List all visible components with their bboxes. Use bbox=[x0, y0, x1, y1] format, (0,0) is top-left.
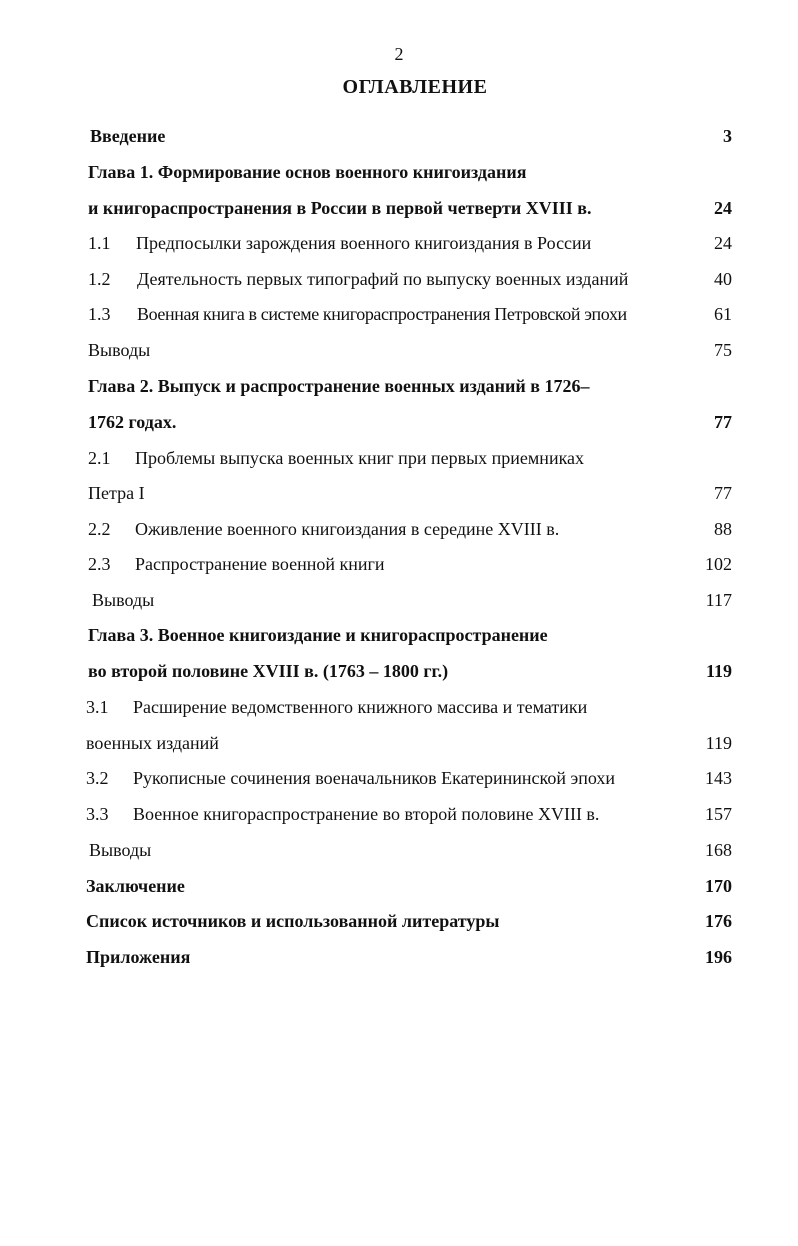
toc-entry-number: 2.1 bbox=[88, 448, 111, 468]
toc-entry-section-3-3[interactable] bbox=[0, 800, 798, 828]
toc-entry-text: Заключение bbox=[86, 876, 185, 896]
toc-entry-section-2-1-line-1[interactable] bbox=[0, 444, 798, 472]
toc-entry-conclusions-1[interactable] bbox=[0, 336, 798, 364]
toc-entry-chapter-2-line-1[interactable] bbox=[0, 372, 798, 400]
toc-entry-text: Выводы bbox=[89, 840, 152, 860]
toc-entry-section-1-2[interactable] bbox=[0, 265, 798, 293]
toc-entry-page: 170 bbox=[705, 876, 732, 896]
toc-entry-chapter-1-line-2[interactable] bbox=[0, 194, 798, 222]
toc-entry-page: 102 bbox=[705, 554, 732, 574]
toc-entry-section-3-1-line-2[interactable] bbox=[0, 729, 798, 757]
toc-entry-text: Список источников и использованной литературы bbox=[86, 911, 500, 931]
toc-entry-section-2-2[interactable] bbox=[0, 515, 798, 543]
toc-entry-page: 157 bbox=[705, 804, 732, 824]
toc-entry-number: 1.3 bbox=[88, 304, 111, 324]
toc-entry-section-2-1-line-2[interactable] bbox=[0, 479, 798, 507]
toc-entry-text: Деятельность первых типографий по выпуску военных изданий bbox=[137, 269, 629, 289]
toc-entry-page: 77 bbox=[714, 412, 732, 432]
toc-entry-appendices[interactable] bbox=[0, 943, 798, 971]
toc-entry-text: Глава 2. Выпуск и распространение военных изданий в 1726– bbox=[88, 376, 590, 396]
toc-entry-number: 2.2 bbox=[88, 519, 111, 539]
toc-entry-text: Введение bbox=[90, 126, 166, 146]
toc-entry-text: Военная книга в системе книгораспространения Петровской эпохи bbox=[137, 304, 627, 324]
page-number: 2 bbox=[394, 44, 404, 64]
toc-entry-text: Военное книгораспространение во второй половине XVIII в. bbox=[133, 804, 600, 824]
toc-entry-conclusions-3[interactable] bbox=[0, 836, 798, 864]
toc-entry-text: Выводы bbox=[88, 340, 151, 360]
toc-entry-text: Оживление военного книгоиздания в середине XVIII в. bbox=[135, 519, 560, 539]
toc-entry-text: Проблемы выпуска военных книг при первых приемниках bbox=[135, 448, 585, 468]
page-title: ОГЛАВЛЕНИЕ bbox=[342, 76, 488, 98]
toc-entry-text: Выводы bbox=[92, 590, 155, 610]
toc-entry-page: 61 bbox=[714, 304, 732, 324]
toc-entry-number: 3.1 bbox=[86, 697, 109, 717]
toc-entry-number: 2.3 bbox=[88, 554, 111, 574]
toc-entry-text: Глава 1. Формирование основ военного книгоиздания bbox=[88, 162, 527, 182]
toc-entry-conclusion[interactable] bbox=[0, 872, 798, 900]
toc-entry-page: 168 bbox=[705, 840, 732, 860]
toc-entry-chapter-3-line-2[interactable] bbox=[0, 657, 798, 685]
toc-entry-page: 75 bbox=[714, 340, 732, 360]
toc-entry-number: 1.2 bbox=[88, 269, 111, 289]
toc-entry-page: 119 bbox=[705, 733, 732, 753]
toc-entry-section-1-3[interactable] bbox=[0, 300, 798, 328]
toc-entry-page: 117 bbox=[705, 590, 732, 610]
toc-entry-section-3-1-line-1[interactable] bbox=[0, 693, 798, 721]
toc-entry-text: и книгораспространения в России в первой четверти XVIII в. bbox=[88, 198, 592, 218]
toc-entry-page: 24 bbox=[714, 198, 732, 218]
toc-entry-page: 176 bbox=[705, 911, 732, 931]
toc-entry-text: во второй половине XVIII в. (1763 – 1800 гг.) bbox=[88, 661, 449, 681]
toc-entry-number: 1.1 bbox=[88, 233, 111, 253]
toc-entry-text: военных изданий bbox=[86, 733, 219, 753]
toc-entry-conclusions-2[interactable] bbox=[0, 586, 798, 614]
toc-entry-page: 143 bbox=[705, 768, 732, 788]
toc-entry-text: Петра I bbox=[88, 483, 145, 503]
toc-entry-number: 3.2 bbox=[86, 768, 109, 788]
toc-entry-section-2-3[interactable] bbox=[0, 550, 798, 578]
toc-entry-section-3-2[interactable] bbox=[0, 764, 798, 792]
toc-entry-chapter-3-line-1[interactable] bbox=[0, 621, 798, 649]
toc-entry-chapter-2-line-2[interactable] bbox=[0, 408, 798, 436]
toc-entry-page: 77 bbox=[714, 483, 732, 503]
toc-entry-page: 196 bbox=[705, 947, 732, 967]
toc-entry-page: 3 bbox=[723, 126, 732, 146]
toc-entry-page: 40 bbox=[714, 269, 732, 289]
toc-entry-text: Распространение военной книги bbox=[135, 554, 385, 574]
toc-entry-text: Предпосылки зарождения военного книгоиздания в России bbox=[136, 233, 592, 253]
toc-entry-section-1-1[interactable] bbox=[0, 229, 798, 257]
toc-entry-bibliography[interactable] bbox=[0, 907, 798, 935]
toc-entry-chapter-1-line-1[interactable] bbox=[0, 158, 798, 186]
toc-entry-page: 24 bbox=[714, 233, 732, 253]
toc-entry-introduction[interactable] bbox=[0, 122, 798, 150]
toc-entry-text: Приложения bbox=[86, 947, 191, 967]
toc-entry-text: 1762 годах. bbox=[88, 412, 177, 432]
toc-entry-text: Рукописные сочинения военачальников Екатерининской эпохи bbox=[133, 768, 616, 788]
toc-entry-page: 119 bbox=[705, 661, 732, 681]
toc-entry-text: Глава 3. Военное книгоиздание и книгораспространение bbox=[88, 625, 548, 645]
toc-entry-number: 3.3 bbox=[86, 804, 109, 824]
toc-entry-page: 88 bbox=[714, 519, 732, 539]
toc-entry-text: Расширение ведомственного книжного массива и тематики bbox=[133, 697, 588, 717]
